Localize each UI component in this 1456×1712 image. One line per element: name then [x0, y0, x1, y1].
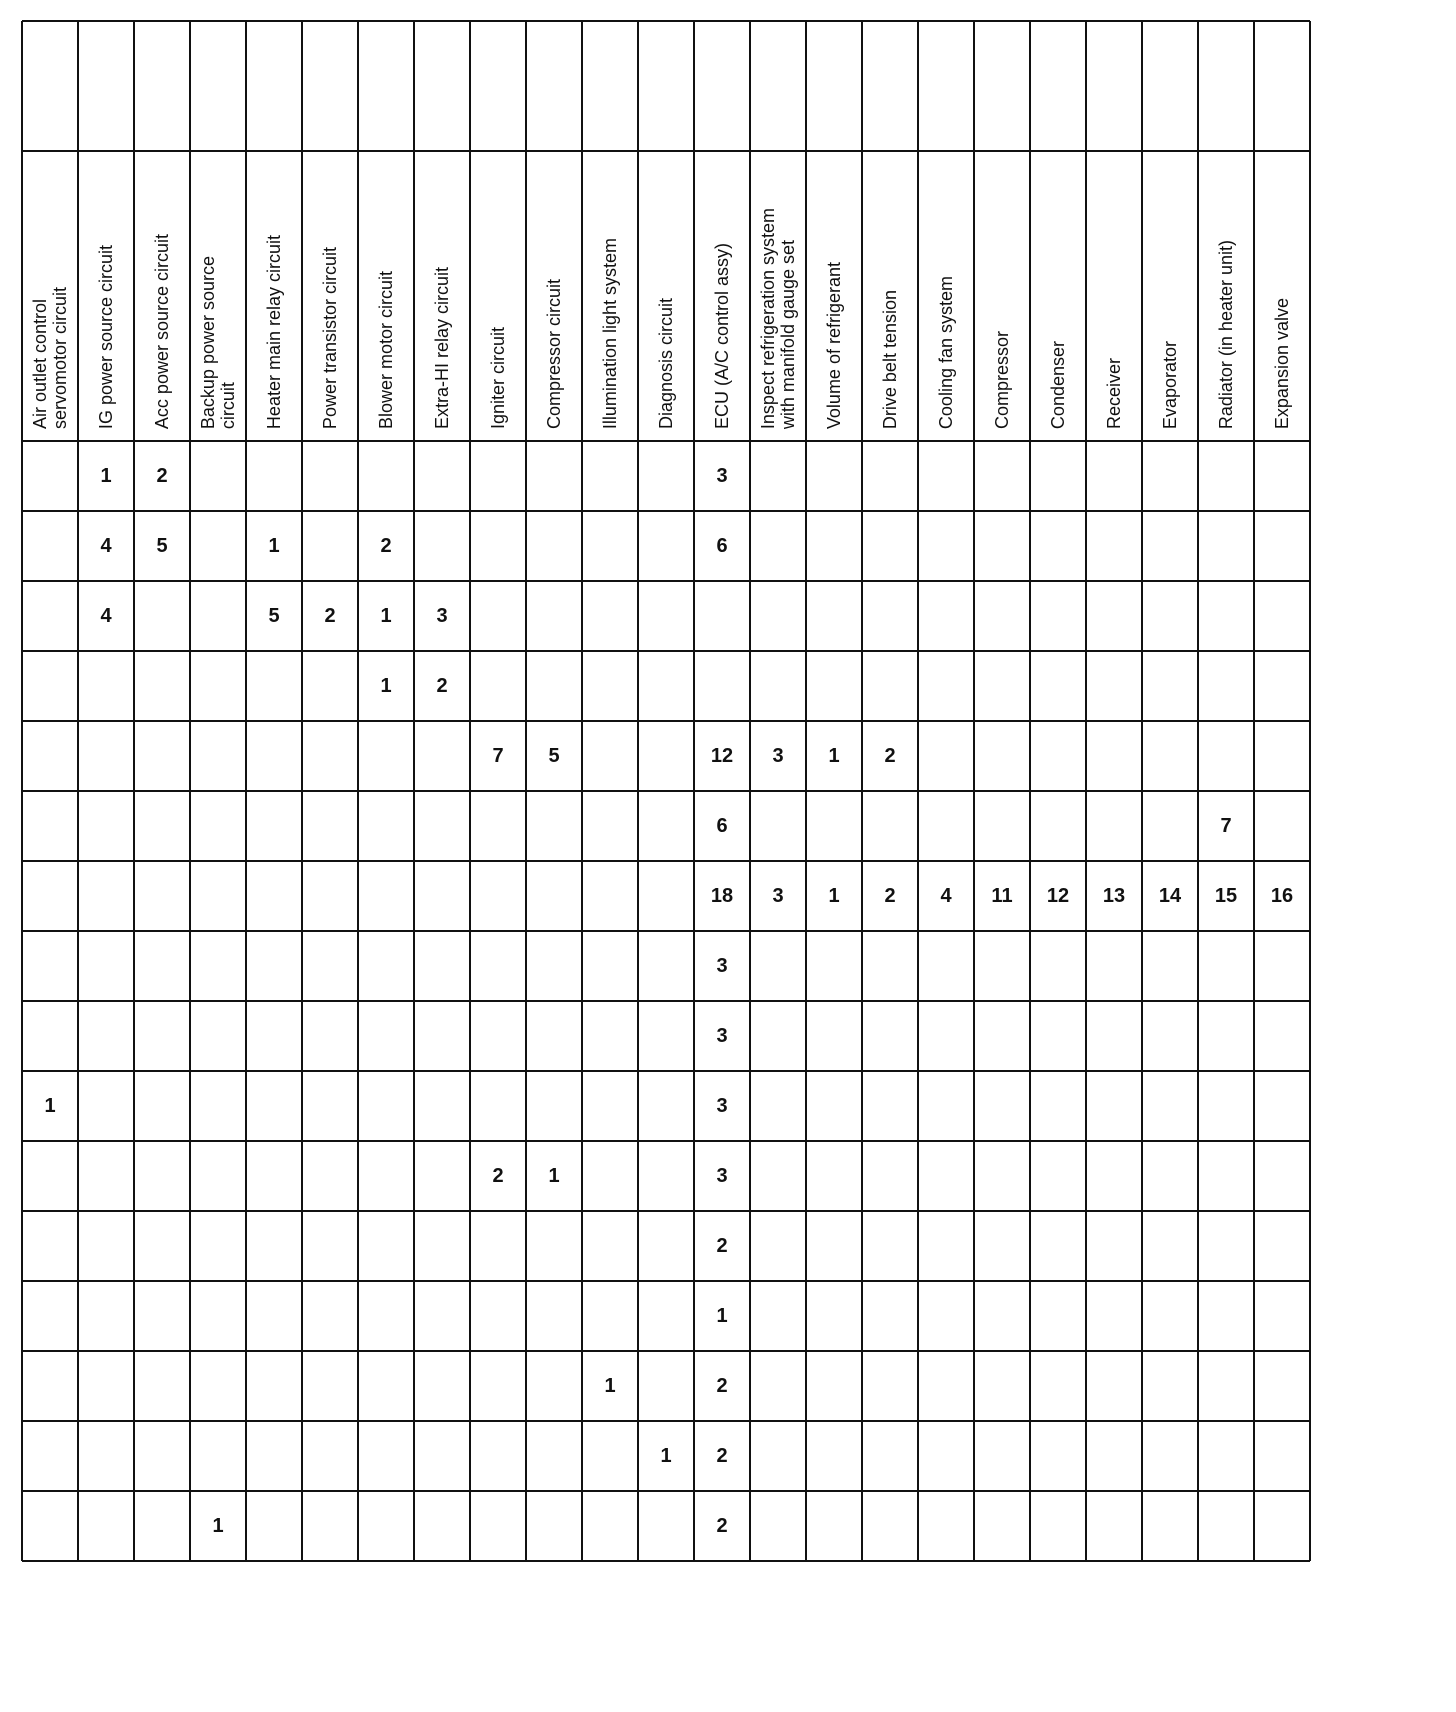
table-cell: 12: [1046, 884, 1070, 907]
grid-hline: [22, 20, 1310, 22]
table-cell: 1: [660, 1444, 672, 1467]
grid-hline: [22, 1140, 1310, 1142]
table-cell: 2: [716, 1514, 728, 1537]
column-header-radiator: [1198, 151, 1254, 441]
grid-hline: [22, 1000, 1310, 1002]
column-header-inspect_refrigeration: [750, 151, 806, 441]
table-cell: 5: [548, 744, 560, 767]
table-cell: 1: [828, 744, 840, 767]
column-header-cooling_fan: [918, 151, 974, 441]
column-header-receiver: [1086, 151, 1142, 441]
column-label: Inspect refrigeration system with manifold gauge set: [758, 207, 798, 429]
table-cell: 2: [492, 1164, 504, 1187]
grid-hline: [22, 510, 1310, 512]
column-header-power_transistor: [302, 151, 358, 441]
table-cell: 1: [716, 1304, 728, 1327]
table-cell: 6: [716, 814, 728, 837]
table-cell: 2: [436, 674, 448, 697]
table-cell: 12: [710, 744, 734, 767]
column-header-compressor: [974, 151, 1030, 441]
column-label: Evaporator: [1160, 340, 1180, 429]
column-label: Acc power source circuit: [152, 233, 172, 429]
table-cell: 4: [100, 534, 112, 557]
table-cell: 3: [716, 1164, 728, 1187]
grid-hline: [22, 1280, 1310, 1282]
column-label: Drive belt tension: [880, 289, 900, 429]
column-label: Condenser: [1048, 340, 1068, 429]
table-cell: 3: [716, 954, 728, 977]
column-label: Air outlet control servomotor circuit: [30, 286, 70, 429]
table-cell: 14: [1158, 884, 1182, 907]
troubleshooting-matrix: [22, 21, 1436, 1692]
grid-hline: [22, 1070, 1310, 1072]
table-cell: 1: [44, 1094, 56, 1117]
table-cell: 13: [1102, 884, 1126, 907]
column-label: IG power source circuit: [96, 244, 116, 429]
column-header-evaporator: [1142, 151, 1198, 441]
grid-hline: [22, 580, 1310, 582]
table-cell: 2: [324, 604, 336, 627]
column-label: Cooling fan system: [936, 275, 956, 429]
table-cell: 2: [884, 884, 896, 907]
column-label: Backup power source circuit: [198, 255, 238, 429]
table-cell: 3: [436, 604, 448, 627]
column-header-air_outlet_servo: [22, 151, 78, 441]
table-cell: 1: [604, 1374, 616, 1397]
column-header-ecu: [694, 151, 750, 441]
column-header-expansion_valve: [1254, 151, 1310, 441]
column-label: Volume of refrigerant: [824, 261, 844, 429]
table-cell: 18: [710, 884, 734, 907]
column-label: Power transistor circuit: [320, 246, 340, 429]
table-cell: 7: [1220, 814, 1232, 837]
table-cell: 1: [212, 1514, 224, 1537]
grid-hline: [22, 650, 1310, 652]
column-label: Expansion valve: [1272, 297, 1292, 429]
column-header-refrigerant_volume: [806, 151, 862, 441]
column-header-extra_hi_relay: [414, 151, 470, 441]
table-cell: 1: [380, 604, 392, 627]
table-cell: 2: [716, 1444, 728, 1467]
column-label: Extra-HI relay circuit: [432, 266, 452, 429]
column-header-drive_belt: [862, 151, 918, 441]
table-cell: 6: [716, 534, 728, 557]
column-label: Illumination light system: [600, 237, 620, 429]
table-cell: 3: [716, 464, 728, 487]
column-header-ig_power: [78, 151, 134, 441]
column-label: Receiver: [1104, 357, 1124, 429]
column-header-diagnosis: [638, 151, 694, 441]
table-cell: 16: [1270, 884, 1294, 907]
column-label: Diagnosis circuit: [656, 297, 676, 429]
table-cell: 1: [100, 464, 112, 487]
table-cell: 3: [772, 884, 784, 907]
table-cell: 3: [716, 1024, 728, 1047]
table-cell: 3: [716, 1094, 728, 1117]
column-header-blower_motor: [358, 151, 414, 441]
table-cell: 2: [380, 534, 392, 557]
column-label: Compressor circuit: [544, 278, 564, 429]
table-cell: 4: [100, 604, 112, 627]
column-label: Compressor: [992, 330, 1012, 429]
table-cell: 5: [268, 604, 280, 627]
column-header-igniter: [470, 151, 526, 441]
table-cell: 15: [1214, 884, 1238, 907]
column-label: Igniter circuit: [488, 326, 508, 429]
table-cell: 1: [548, 1164, 560, 1187]
table-cell: 11: [991, 884, 1013, 907]
table-cell: 1: [380, 674, 392, 697]
column-label: Radiator (in heater unit): [1216, 239, 1236, 429]
table-cell: 5: [156, 534, 168, 557]
table-cell: 2: [884, 744, 896, 767]
table-cell: 4: [940, 884, 952, 907]
column-label: Blower motor circuit: [376, 270, 396, 429]
column-header-condenser: [1030, 151, 1086, 441]
column-header-backup_power: [190, 151, 246, 441]
column-header-illumination: [582, 151, 638, 441]
grid-hline: [22, 790, 1310, 792]
grid-hline: [22, 1210, 1310, 1212]
table-cell: 2: [156, 464, 168, 487]
column-header-acc_power: [134, 151, 190, 441]
column-header-compressor_circuit: [526, 151, 582, 441]
table-cell: 7: [492, 744, 504, 767]
column-header-heater_main_relay: [246, 151, 302, 441]
table-cell: 2: [716, 1374, 728, 1397]
table-cell: 2: [716, 1234, 728, 1257]
table-cell: 1: [268, 534, 280, 557]
column-label: Heater main relay circuit: [264, 234, 284, 429]
grid-hline: [22, 1350, 1310, 1352]
table-cell: 1: [828, 884, 840, 907]
grid-hline: [22, 720, 1310, 722]
table-cell: 3: [772, 744, 784, 767]
column-label: ECU (A/C control assy): [712, 242, 732, 429]
